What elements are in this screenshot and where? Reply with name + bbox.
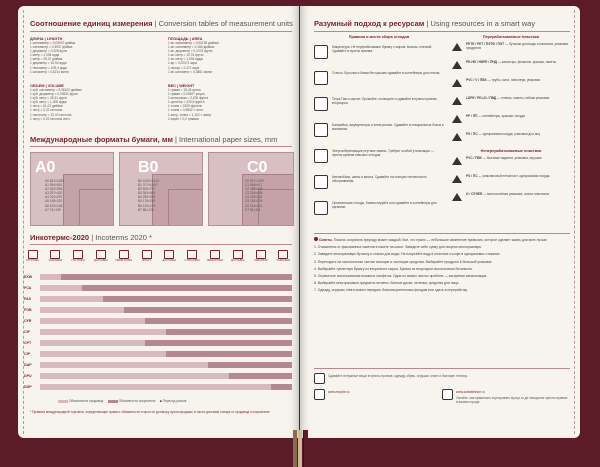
stitch-line: [574, 10, 575, 434]
plastic-desc: — канистры, флаконы, крышки, пакеты: [497, 60, 557, 64]
plastic-row: [452, 114, 570, 129]
seller-bar: [40, 274, 61, 280]
paper-size-row: C7 81×114: [245, 207, 261, 212]
paper-size-row: C1 648×917: [245, 183, 263, 188]
plastic-row: [452, 42, 570, 57]
tip-item: 5. Ограничьте использование влажных салфеток. Одна из самых частых проблем — засорение канализации.: [314, 274, 488, 279]
seller-bar: [40, 362, 208, 368]
tips-lead-text: Помочь сохранить природу может каждый. Все, что нужно — небольшое изменение привычек, которое сделает жизнь для всех лучше.: [333, 238, 548, 242]
recycle-triangle-icon: [452, 193, 462, 201]
area-block: [168, 37, 292, 74]
paper-title-en: | International paper sizes, mm: [175, 135, 278, 144]
legend-seller: Обязанности продавца: [68, 399, 104, 403]
paper-size-row: A1 594×841: [45, 183, 63, 188]
plastic-row: [452, 156, 570, 171]
waste-rules-heading: Правила и места сбора отходов: [348, 35, 410, 39]
waste-rule-text: Батарейки, аккумуляторы и электроника. Сдавайте в специальные боксы в магазинах.: [332, 123, 444, 131]
tip-item: 1. Откажитесь от фасованных пакетов в пакете на кассе. Заведите себе сумку для покупок многоразовую.: [314, 245, 482, 250]
incoterms-footnote: * Правила международной торговли, определяющие права и обязанности сторон по договору купли-продажи, в части доставки товара от продавца к покупателю: [30, 410, 270, 414]
legend-risk: Переход рисков: [162, 399, 187, 403]
plastic-desc: — трубы, окна, линолеум, упаковка: [487, 78, 541, 82]
plastic-desc: — многослойная упаковка, смеси пластиков: [483, 192, 549, 196]
conversion-row: 1 центнер = 220,5 фунта: [168, 100, 205, 105]
conversion-row: 1 куб. метр = 35,31 фута³: [30, 96, 68, 101]
plastic-row: [452, 132, 570, 147]
seller-bar: [40, 329, 166, 335]
waste-rule: [314, 71, 444, 91]
seller-bar: [40, 351, 166, 357]
divider: [30, 31, 292, 32]
divider: [314, 31, 570, 32]
tip-item: 6. Выбирайте многоразовые предметы гигиены. Ватные диски, пеленки, средства для лица.: [314, 281, 460, 286]
paper-size-row: A4 210×297: [45, 195, 63, 200]
legend-buyer-swatch: [108, 400, 118, 403]
series-b-list: [138, 179, 159, 212]
plastic-desc: — бутылки для воды и напитков, упаковка продуктов: [466, 42, 568, 50]
plastic-desc: — пленки, пакеты, гибкая упаковка: [497, 96, 550, 100]
plastic-desc: — контейнеры, крышки, посуда: [478, 114, 525, 118]
waste-rule: [314, 123, 444, 143]
recycle-triangle-icon: [452, 79, 462, 87]
paper-size-row: A5 148×210: [45, 199, 63, 204]
incoterms-step-icon: ТАМОЖНЯ: [47, 250, 64, 262]
resources-title: [314, 19, 535, 28]
paper-size-row: B2 500×707: [138, 187, 156, 192]
paper-series-b: [119, 152, 203, 226]
sorting-text: Узнайте, как правильно сортировать мусор и где находятся пункты приема в вашем городе.: [456, 396, 568, 405]
seller-bar: [40, 384, 271, 390]
weight-list: [168, 88, 292, 121]
tips-list: [314, 245, 570, 292]
buyer-bar: [145, 318, 292, 324]
waste-rule: [314, 175, 444, 195]
globe-icon: [314, 389, 325, 400]
waste-category-icon: [314, 45, 328, 59]
series-a-list: [45, 179, 64, 212]
left-page: [18, 6, 299, 438]
incoterms-term: DAP: [24, 363, 32, 367]
bookmark-ribbon[interactable]: [303, 430, 308, 467]
incoterms-term: DDP: [24, 385, 32, 389]
conversion-row: 1 метр. тонна = 1,102 т. амер.: [168, 112, 212, 117]
conversion-row: 1 метр = 39,37 дюйма: [30, 57, 63, 62]
seller-bar: [40, 296, 103, 302]
plastic-desc: — бытовые изделия, упаковка, игрушки: [482, 156, 542, 160]
incoterms-step-icon: ДОСТАВКА: [92, 250, 109, 262]
conversion-row: 1 кв. метр = 10,76 фута²: [168, 53, 204, 58]
donation-note: [314, 372, 570, 386]
divider: [30, 146, 292, 147]
conversion-row: 1 тонна = 0,9842 т. англ.: [168, 108, 204, 113]
conversion-row: 1 куб. дециметр = 0,03531 фута³: [30, 92, 79, 97]
tip-item: 4. Выбирайте туалетную бумагу из вторичного сырья. Бумага из вторсырья экологически безопасна.: [314, 266, 473, 271]
paper-size-row: B1 707×1000: [138, 183, 158, 188]
conversion-row: 1 куб. сантиметр = 0,06102 дюйма³: [30, 88, 82, 92]
series-c-label: C0: [247, 159, 268, 176]
seller-bar: [40, 307, 124, 313]
incoterms-row: [24, 296, 292, 303]
paper-size-row: C5 162×229: [245, 199, 263, 204]
area-list: [168, 41, 292, 74]
units-title: [30, 19, 293, 28]
waste-rule: [314, 97, 444, 117]
recycle-triangle-icon: [452, 175, 462, 183]
waste-category-icon: [314, 123, 328, 137]
paper-size-row: C3 324×458: [245, 191, 263, 196]
tip-item: 3. Переходите на экологически чистые моющие и чистящие средства. Выбирайте продукты в большой упаковке.: [314, 259, 493, 264]
incoterms-term: CIF: [24, 330, 30, 334]
conversion-row: 1 дециметр = 0,328 фута: [30, 49, 67, 54]
conversion-row: 1 километр = 0,6214 мили: [30, 69, 69, 74]
incoterms-title-en: | Incoterms 2020 *: [91, 233, 152, 242]
seller-bar: [40, 340, 145, 346]
waste-rule: [314, 201, 444, 221]
plastic-code: PVC / V / ПВХ: [466, 78, 488, 82]
conversion-row: 1 литр = 0,22 галлона англ.: [30, 116, 71, 121]
incoterms-term: EXW: [24, 275, 33, 279]
waste-rule-text: Автомобили, шины и масла. Сдавайте на станции технического обслуживания.: [332, 175, 427, 183]
globe-icon: [442, 389, 453, 400]
incoterms-term: FAS: [24, 297, 31, 301]
conversion-row: 1 дециметр = 10,94 ярда: [30, 61, 67, 66]
units-title-ru: Соотношение единиц измерения: [30, 19, 153, 28]
buyer-bar: [145, 340, 292, 346]
waste-category-icon: [314, 175, 328, 189]
nonrecyclable-list: [452, 156, 570, 207]
series-a-label: A0: [35, 159, 56, 176]
incoterms-step-icon: ДОСТАВКА: [229, 250, 246, 262]
buyer-bar: [208, 362, 292, 368]
right-page: [300, 6, 580, 438]
seller-bar: [40, 318, 145, 324]
incoterms-row: [24, 318, 292, 325]
conversion-row: 1 грамм = 0,03527 унции: [168, 92, 205, 97]
conversion-row: 1 ар = 0,02471 акра: [168, 61, 197, 66]
incoterms-term: CFR: [24, 319, 32, 323]
incoterms-term: FOB: [24, 308, 32, 312]
incoterms-row: [24, 362, 292, 369]
legend-seller-swatch: [58, 400, 68, 403]
volume-list: [30, 88, 150, 121]
conversion-row: 1 гектар = 2,471 акра: [168, 65, 200, 70]
conversion-row: 1 миллиметр = 0,03937 дюйма: [30, 41, 76, 45]
incoterms-step-icon: ТАМОЖНЯ: [275, 250, 292, 262]
incoterms-term: DPU: [24, 374, 32, 378]
incoterms-step-icon: ДОСТАВКА: [161, 250, 178, 262]
waste-category-icon: [314, 71, 328, 85]
seller-bar: [40, 285, 82, 291]
incoterms-legend: [58, 399, 186, 403]
plastic-code: LDPE / PE-LD / ПВД: [466, 96, 498, 100]
weight-block: [168, 84, 292, 121]
paper-size-row: A6 105×148: [45, 203, 63, 208]
recycle-triangle-icon: [452, 97, 462, 105]
conversion-row: 1 кв. сантиметр = 0,155 дюйма²: [168, 45, 215, 50]
waste-rule-text: Стекло. Бутылки и банки без крышек сдавайте в контейнеры для стекла.: [332, 71, 441, 75]
plastic-row: [452, 78, 570, 93]
incoterms-step-icon: ФРАХТ: [138, 250, 155, 262]
incoterms-step-icon: СТРАХОВКА: [184, 250, 201, 262]
conversion-row: 1 гектометр = 109,4 ярда: [30, 65, 67, 70]
area-heading: ПЛОЩАДЬ | AREA: [168, 37, 203, 41]
incoterms-icon-row: [24, 250, 292, 262]
incoterms-row: [24, 285, 292, 292]
incoterms-term: CIP: [24, 352, 30, 356]
recyclable-plastics: [452, 35, 570, 207]
paper-size-row: A3 297×420: [45, 191, 63, 196]
tip-item: 2. Заведите многоразовую бутылку и стакан для воды. Не покупайте воду в пластике и кофе в одноразовых стаканах.: [314, 252, 501, 257]
recycle-triangle-icon: [452, 43, 462, 51]
paper-size-row: B6 125×176: [138, 203, 156, 208]
paper-size-row: B5 176×250: [138, 199, 156, 204]
paper-size-row: C6 114×162: [245, 203, 263, 208]
conversion-row: 1 кв. километр = 0,3861 мили²: [168, 69, 213, 74]
recyclable-heading: Перерабатываемые пластики: [482, 35, 540, 39]
paper-series-a: [30, 152, 114, 226]
paper-size-row: B0 1000×1414: [138, 179, 159, 183]
incoterms-title-ru: Инкотермс-2020: [30, 233, 90, 242]
divider: [314, 368, 570, 369]
donation-text: Сдавайте ненужные вещи в пункты приема: одежду, обувь, игрушки, книги и бытовую технику.: [328, 374, 468, 378]
plastic-code: PS / ПС: [466, 174, 479, 178]
waste-category-icon: [314, 97, 328, 111]
buyer-bar: [271, 384, 292, 390]
conversion-row: 1 кв. миллиметр = 0,00155 дюйма²: [168, 41, 220, 45]
buyer-bar: [103, 296, 292, 302]
recycle-triangle-icon: [452, 61, 462, 69]
paper-size-row: C4 229×324: [245, 195, 263, 200]
recyclable-list: [452, 42, 570, 147]
conversion-row: 1 литр = 61,02 дюйма³: [30, 104, 64, 109]
buyer-bar: [229, 373, 292, 379]
resource-links: [314, 389, 570, 413]
incoterms-term: CPT: [24, 341, 32, 345]
nonrecyclable-heading: Неперерабатываемые пластики: [480, 149, 542, 153]
seller-bar: [40, 373, 229, 379]
paper-size-row: A2 420×594: [45, 187, 63, 192]
plastic-code: O / OTHER: [466, 192, 484, 196]
tips-section: [314, 237, 570, 293]
series-c-list: [245, 179, 264, 212]
waste-rules: [314, 35, 444, 221]
length-list: [30, 41, 150, 74]
waste-rules-list: [314, 45, 444, 221]
paper-size-row: B7 88×125: [138, 207, 154, 212]
conversion-row: 1 кв. метр = 1,196 ярда²: [168, 57, 204, 62]
waste-rule: [314, 149, 444, 169]
waste-category-icon: [314, 201, 328, 215]
plastic-code: PETE / PET / ПЭТФ / ПЭТ: [466, 42, 505, 46]
weight-heading: ВЕС | WEIGHT: [168, 84, 195, 88]
incoterms-step-icon: ТАМОЖНЯ: [252, 250, 269, 262]
legend-buyer: Обязанности покупателя: [118, 399, 156, 403]
waste-rule-text: Тетра Пак и картон. Промойте, сплющите и сдавайте в пункты приема вторсырья.: [332, 97, 437, 105]
divider: [314, 233, 570, 234]
length-heading: ДЛИНА | LENGTH: [30, 37, 63, 41]
tip-item: 7. Одежду, игрушки, книги можно передать благотворительным фондам или сдать в переработку.: [314, 288, 468, 293]
resources-title-ru: Разумный подход к ресурсам: [314, 19, 425, 28]
incoterms-row: [24, 329, 292, 336]
conversion-row: 1 карат = 0,2 грамма: [168, 116, 199, 121]
plastic-desc: — одноразовая посуда, упаковка для яиц: [478, 132, 541, 136]
waste-rule-text: Энергосберегающие ртутные лампы. Требуют особой утилизации — пункты приема опасных отходов.: [332, 149, 434, 157]
divider: [30, 244, 292, 245]
buyer-bar: [124, 307, 292, 313]
paper-size-row: B3 353×500: [138, 191, 156, 196]
length-block: [30, 37, 150, 74]
legend-risk-marker: ■: [159, 399, 162, 403]
incoterms-step-icon: ПЕРЕГРУЗКА: [115, 250, 132, 262]
waste-category-icon: [314, 149, 328, 163]
paper-size-row: B4 250×353: [138, 195, 156, 200]
resources-title-en: | Using resources in a smart way: [426, 19, 536, 28]
tips-lead: [314, 237, 570, 242]
paper-size-row: A7 74×105: [45, 207, 61, 212]
recycle-triangle-icon: [452, 157, 462, 165]
plastic-desc: — упаковочный пенопласт, одноразовая посуда: [478, 174, 550, 178]
hanger-icon: [314, 373, 325, 384]
incoterms-row: [24, 274, 292, 281]
conversion-row: 1 куб. метр = 1,308 ярда³: [30, 100, 68, 105]
buyer-bar: [166, 351, 292, 357]
paper-series-c: [208, 152, 294, 226]
leaf-icon: [314, 237, 318, 241]
waste-rule-text: Макулатура. Не перерабатывают бумагу с жиром, воском, пленкой. Сдавайте в пункты приема.: [332, 45, 433, 53]
volume-block: [30, 84, 150, 121]
plastic-row: [452, 192, 570, 207]
incoterms-row: [24, 373, 292, 380]
incoterms-row: [24, 384, 292, 391]
conversion-row: 1 тонна = 2205 фунтов: [168, 104, 202, 109]
incoterms-term: FCA: [24, 286, 32, 290]
paper-title-ru: Международные форматы бумаги, мм: [30, 135, 173, 144]
sorting-link[interactable]: www.sobiratelnoe.ru: [456, 390, 485, 394]
units-title-en: | Conversion tables of measurement units: [154, 19, 293, 28]
plastic-row: [452, 60, 570, 75]
plastic-code: PVC / ПВХ: [466, 156, 483, 160]
incoterms-title: [30, 233, 152, 242]
volume-heading: ОБЪЕМ | VOLUME: [30, 84, 64, 88]
conversion-row: 1 литр = 0,22 галлона: [30, 108, 63, 113]
incoterms-row: [24, 351, 292, 358]
conversion-row: 1 грамм = 15,43 грана: [168, 88, 201, 92]
incoterms-row: [24, 340, 292, 347]
incoterms-step-icon: ОТГРУЗКА: [24, 250, 41, 262]
incoterms-step-icon: ПЕРЕГРУЗКА: [207, 250, 224, 262]
bookmark-ribbon[interactable]: [298, 430, 302, 467]
conversion-row: 1 метр = 1,094 ярда: [30, 53, 60, 58]
conversion-row: 1 сантиметр = 0,3937 дюйма: [30, 45, 73, 50]
paper-size-row: C2 458×648: [245, 187, 263, 192]
plastic-code: PS / ПС: [466, 132, 479, 136]
buyer-bar: [166, 329, 292, 335]
paper-title: [30, 135, 277, 144]
bookmark-ribbon[interactable]: [293, 430, 297, 467]
plastic-code: PE-HD / HDPE / ПНД: [466, 60, 498, 64]
conversion-row: 1 кв. дециметр = 0,1076 фута²: [168, 49, 213, 54]
recycle-link[interactable]: www.recycle.ru: [328, 390, 350, 394]
plastic-code: PP / ПП: [466, 114, 479, 118]
buyer-bar: [61, 274, 292, 280]
series-b-label: B0: [138, 159, 159, 176]
waste-rule: [314, 45, 444, 65]
stitch-line: [23, 10, 24, 434]
plastic-row: [452, 96, 570, 111]
recycle-triangle-icon: [452, 133, 462, 141]
conversion-row: 1 гектолитр = 22,00 галлона: [30, 112, 72, 117]
incoterms-step-icon: ПОГРУЗКА: [70, 250, 87, 262]
waste-rule-text: Органические отходы. Компостируйте или сдавайте в контейнеры для органики.: [332, 201, 437, 209]
recycle-triangle-icon: [452, 115, 462, 123]
paper-size-row: A0 841×1189: [45, 179, 64, 183]
tips-lead-label: Советы.: [318, 238, 333, 242]
conversion-row: 1 килограмм = 2,205 фунта: [168, 96, 209, 101]
paper-size-row: C0 917×1297: [245, 179, 265, 183]
plastic-row: [452, 174, 570, 189]
incoterms-row: [24, 307, 292, 314]
buyer-bar: [82, 285, 292, 291]
